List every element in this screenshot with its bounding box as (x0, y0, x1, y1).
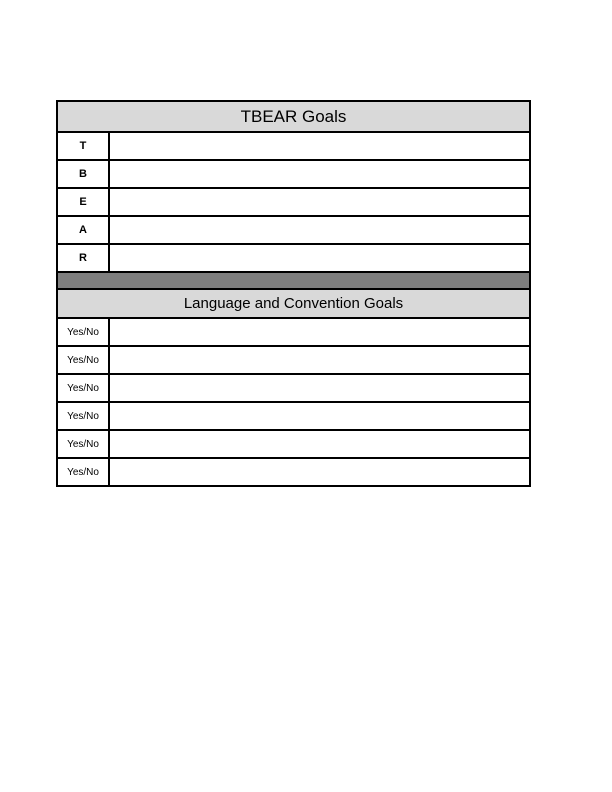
tbear-goals-title: TBEAR Goals (57, 101, 530, 132)
tbear-row-a (57, 216, 530, 244)
language-yes-no-label: Yes/No (57, 346, 109, 374)
tbear-input-a[interactable] (109, 216, 530, 244)
language-row (57, 402, 530, 430)
language-yes-no-label: Yes/No (57, 374, 109, 402)
language-row (57, 346, 530, 374)
goals-table (56, 100, 531, 487)
language-goal-input[interactable] (109, 402, 530, 430)
tbear-label-e: E (57, 188, 109, 216)
tbear-label-a: A (57, 216, 109, 244)
tbear-label-r: R (57, 244, 109, 272)
tbear-row-e (57, 188, 530, 216)
language-header-row (57, 289, 530, 318)
tbear-label-b: B (57, 160, 109, 188)
tbear-header-row (57, 101, 530, 132)
language-goal-input[interactable] (109, 430, 530, 458)
language-goal-input[interactable] (109, 458, 530, 486)
tbear-row-r (57, 244, 530, 272)
language-row (57, 458, 530, 486)
language-yes-no-label: Yes/No (57, 402, 109, 430)
tbear-input-e[interactable] (109, 188, 530, 216)
tbear-label-t: T (57, 132, 109, 160)
tbear-input-t[interactable] (109, 132, 530, 160)
tbear-input-r[interactable] (109, 244, 530, 272)
tbear-row-b (57, 160, 530, 188)
goals-worksheet (56, 100, 529, 487)
language-goals-title: Language and Convention Goals (57, 289, 530, 318)
language-row (57, 430, 530, 458)
language-goal-input[interactable] (109, 374, 530, 402)
language-yes-no-label: Yes/No (57, 458, 109, 486)
language-goal-input[interactable] (109, 346, 530, 374)
tbear-row-t (57, 132, 530, 160)
section-divider-row (57, 272, 530, 289)
language-row (57, 374, 530, 402)
language-yes-no-label: Yes/No (57, 430, 109, 458)
language-yes-no-label: Yes/No (57, 318, 109, 346)
section-divider (57, 272, 530, 289)
language-goal-input[interactable] (109, 318, 530, 346)
language-row (57, 318, 530, 346)
tbear-input-b[interactable] (109, 160, 530, 188)
